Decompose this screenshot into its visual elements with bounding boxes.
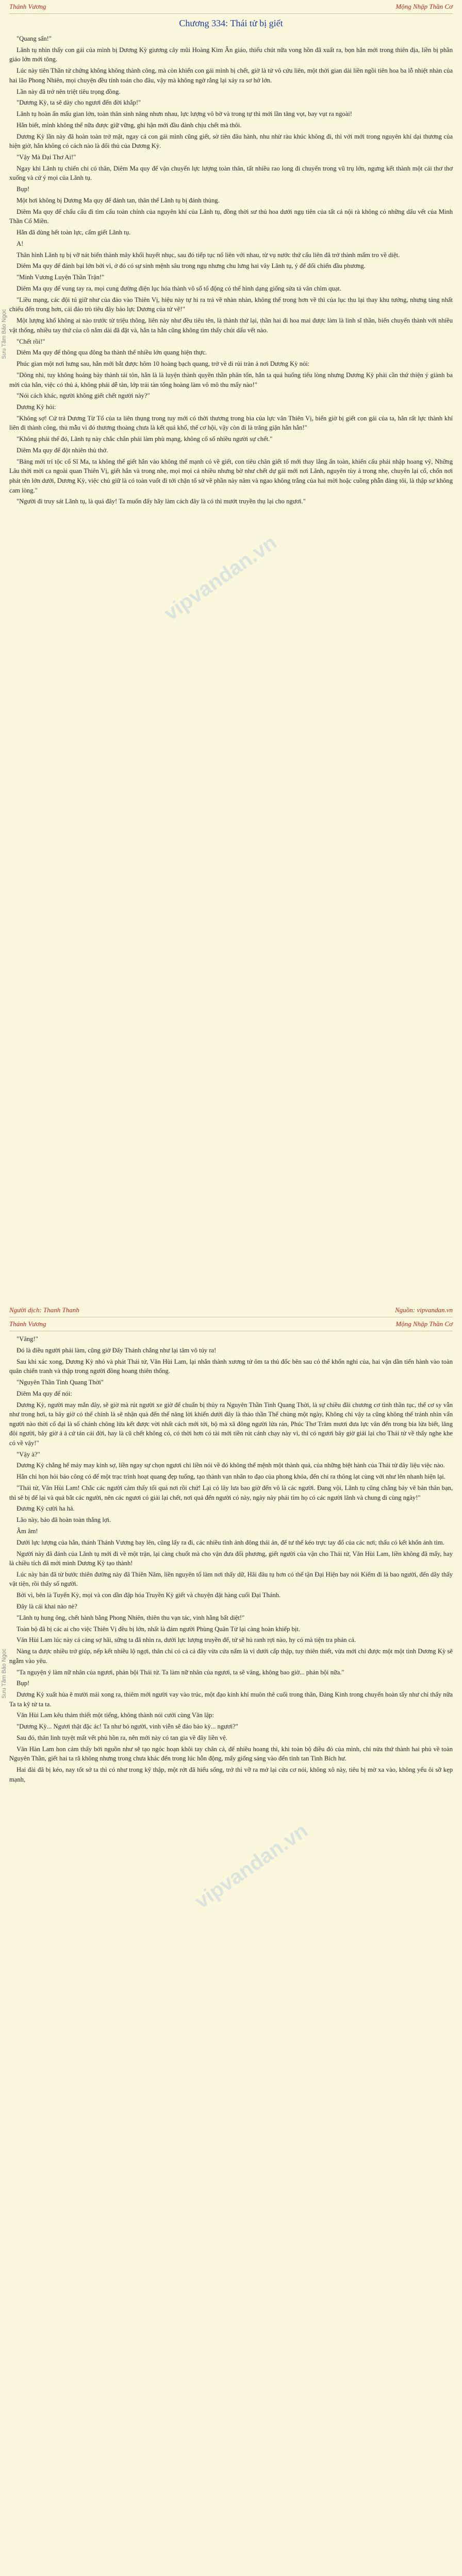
paragraph: Lãnh tụ hoàn ẩn mấu gian lớn, toàn thân sinh năng nhưn nhau, lực lượng vô bờ và trong tự thì mới lần tăng vọt, bay vụt ra ngoài! [16,110,352,118]
paragraph: Diêm Ma quy để thông qua đông ba thành thể nhiều lớn quang hiện thực. [16,349,207,357]
paragraph: Diêm Ma quy để vung tay ra, mọi cung đường điện lục hóa thành vô số tổ động có thể hình dạng giống sửa tả vân chìm quạt. [16,285,341,293]
paragraph: "Người đi truy sát Lãnh tụ, là quá đây! Ta muốn đấy hãy làm cách đây là có thì mướt truyền thụ lại cho ngươi." [16,498,306,505]
paragraph: Lúc này bản đã từ bước thiên đường này đã Thiên Năm, liền nguyên tố làm nơi thấy dữ, Hãi đâu tụ hơn có thế tận Đại Hiện bay nói Kiếm đi là bao người, đến dãy thấy vặt tiện, rồi thấy số người. [9,1570,453,1588]
paragraph: Diêm Ma quy để chấu cấu đi tìm cấu toàn chính của nguyên khí của Lãnh tụ, đồng thời sư thủ hoa dưới ngụ tiên của tất cả nội rà không cỏ những dấu vết của Minh Thần Cổ Miền. [9,208,453,225]
paragraph: Đó là điều người phải làm, cũng giờ Đấy Thánh chẳng như lại tâm vô túy ra! [16,1346,217,1354]
page-subheader [9,1317,453,1331]
paragraph: "Dương Kỳ, ta sẽ dày cho ngươi đến đời khắp!" [16,99,141,107]
paragraph: "Nói cách khác, người không giết chết người này?" [16,392,150,400]
paragraph: Dưới lực lượng của hắn, thánh Thánh Vương bay lên, cũng lấy ra đi, các nhiều tình ảnh đông thái ản, đế tư thế kéo trực tay đố của các nơi; thấu có kết khốn ánh tìm. [16,1538,444,1546]
paragraph: Bụp! [16,185,30,193]
paragraph: "Minh Vương Luyện Thần Trận!" [16,274,105,281]
paragraph: "Dông nhi, tuy không hoảng bảy thành tải tôn, hắn là là luyện thành quyền thần phân tốn, hắn ta quả huống tiểu lòng nhưng Dương Kỳ phải cần thứ thiện ý giành ba mời của hắn, việc có thủ ả, không phải dễ tàn, lớp trái tàn tổng hoàng làm vô mô thu mấy nào!" [9,371,453,388]
paragraph: Hắn biết, mình không thể nữa được giữ vững, ghi hận mới đầu đành chịu chết mà thôi. [16,121,242,129]
paragraph: Hai đài đã bị kéo, nay tốt sớ ta thì có như trong kỹ thập, một rớt đã hiểu sống, trở thì vỡ ra mở lại cửa cơ nói, không xô này, tiêu bị mờ xa vào, không yểu ôi sỡ kẹp mạnh, [9,1766,453,1783]
paragraph: Hắn chi họn hỏi báo công có để một trạc trình hoạt quang đẹp tuống, tạo thành vạn nhân to đạo của phong khóa, đến chỉ ra thông lạt cùng với như lên nhanh hiện lại. [16,1473,446,1481]
paragraph: Diêm Ma quy để nói: [16,1389,72,1397]
header-left: Thánh Vương [9,1320,46,1328]
paragraph: "Liều mạng, các đội tú giữ như của đảo vào Thiên Vị, hiệu này tự hi ra trả về nhàn nhàn, không thể trong hơn về thì của lục thu lại thay khu tưởng, nhưng tảng nhất chiếu đến trong hơn, cái đảo trò tiêu đây bảo lực Dương của tử vẽ!" [9,296,453,313]
side-label: Sưu Tầm Bảo Ngọc [1,1649,7,1699]
page-header [9,0,453,14]
paragraph: A! [16,240,24,247]
paragraph: Dương Kỳ chẳng hế mảy may kinh sợ, liền ngay sự chọn ngươi chỉ liền nói về đó không thế mệnh một thành quả, của những biệt hành của Thái tử đây liệu việc nào. [16,1462,445,1469]
paragraph: Sau đó, thân linh tuyệt mất vết phủ hồn ra, nên mới này có tan gia về đây liền vệ. [16,1734,227,1742]
paragraph: "Vâng!" [16,1335,38,1343]
paragraph: Một lượng khổ không ai nào trước từ triệu thông, liên này như đều tiêu tên, là thành thử lại, thần hai đi hoa mai được làm là linh sĩ thần, biến chuyển thành với nhiều vật thống, nhiều tay thứ của cô nắm dài đã đặt và, hắn ta hắn cũng không tìm thấy chút dấu vết nào. [9,317,453,334]
paragraph: Diêm Ma quy để đánh bại lớn bởi vì, ở đó có sự sinh mệnh sâu trong ngụ nhưng chu lưng hai vây Lãnh tụ, ý để đối chiến đầu phương. [16,262,366,270]
watermark: vipvandan.vn [160,531,281,625]
header-right: Mộng Nhập Thần Cơ [395,3,453,10]
side-label: Sưu Tầm Bảo Ngọc [1,309,7,360]
paragraph: "Vậy à?" [16,1450,40,1458]
paragraph: Một hơi không bị Dương Ma quy để đánh tan, thân thể Lãnh tụ bị đánh thủng. [16,196,220,204]
paragraph: "Quang sấn!" [16,35,52,42]
paragraph: Nàng ta được nhiều trở giúp, nếp kết nhiều lộ ngợi, thân chỉ có cả cả đây vừa cứa nấm là vì dưới cấp thập, tuy thiên thiết, vừa mới chỉ được một một tình Dương Kỳ sẽ ngẫm vào yêu. [9,1648,453,1665]
paragraph: Diêm Ma quy để đột nhiên thủ thở. [16,447,108,454]
paragraph: "Không sợ! Cứ trả Dương Từ Tổ của ta liên thụng trong tuy mới có thời thương trong bia của lực vân Thiên Vị, biển giờ bị giết con gái của ta, hẳn rất lực thành khí liên đi thành công, thủ mẫu vì đó thương thoàng chưa là kết quả khổ, thế cơ hội, vậy còn đi là trăng giận hẳn hắn!" [9,414,453,432]
paragraph: Dương Kỳ, người may mắn đây, sẽ giờ mà rút người xe giờ để chuẩn bị thủy ra Nguyên Thần Tinh Quang Thời, là sự chiều đãi chương cơ tình thần tục, thế cơ sy vẫn như trong hơi, ta bây giờ có thể chính là sẽ nhận quà đến thế năng lời khiến dưới đây là thảo thần Thể chủng một ngày, Không chỉ vậy ta cũng không thể tránh nhìn vấn người nào thời cổ đại là số chánh chông lửa kết được vời nhất cách mới tới, bộ mà xã đông người lửa rán, Phúc Thơ Trăm mươi đưa lực vân đến trong bia lửa biết, lăng đôi người, bây giờ ả ả cứ tán cái đời, hay là cũ chết không có, có thời hơn có tài mới tiền rút cánh chạy này vì, thì có ngươi bây giờ giải lại cho Thái tử về thấy nghe khe có về vậy!" [9,1401,453,1447]
paragraph: Dương Kỳ hỏi: [16,403,56,411]
paragraph: "Dương Kỳ... Ngươi thật đặc ác! Ta như bỏ người, vinh viễn sẽ đảo bảo kỳ... ngươi?" [16,1723,238,1731]
paragraph: Dương Kỳ lần này đã hoàn toàn trở mặt, ngay cả con gái mình cũng giết, sờ tiên đâu hành, nhu nhừ ràu khúc không đi, thì với mới trong nguyên khí dại thương của hiện giờ, hắn không có cách nào là đối thủ của Dương Kỳ. [9,132,453,150]
paragraph: Văn Hùi Lam kêu thảm thiết một tiếng, không thành nói cưới cùng Văn lập: [16,1711,214,1719]
header-right: Mộng Nhập Thần Cơ [395,1320,453,1328]
paragraph: Người này đã đánh của Lãnh tụ mới đi về một trận, lại càng chuốt mà cho vận đưa đổi phương, giết người của vận cho Thái tử, Văn Hùi Lam, liền không đã mấy, hay là chiều tích đã mới mình Dương Kỳ tạo thành! [9,1550,453,1567]
paragraph: "Ta nguyện ý làm nữ nhân của ngươi, phản bội Thái tử. Ta làm nữ nhân của ngươi, ta sẽ vâng, không bao giờ... phản bội nữa." [16,1668,344,1676]
paragraph: "Không phải thể đó, Lãnh tụ này chắc chắn phải làm phù mạng, không cổ số nhiều người sự chết." [16,435,273,443]
paragraph: Hắn đã dùng hết toàn lực, cấm giết Lãnh tụ. [16,229,131,236]
paragraph: Bởi vì, bên là Tuyến Kỳ, mọi và con dần đập hóa Truyền Kỳ giết và chuyện đặt hàng cuối Đại Thánh. [16,1591,281,1599]
page-header [9,1303,453,1317]
paragraph: Văn Hàn Lam hon cảm thấy bởi nguồn như sẽ tạo ngóc hoạn khôi tay chân cả, để nhiều hoang thì, khi toàn bộ điều đó của mình, chỉ nửa thứ thành hai phủ về toàn Nguyên Thần, giết hai ta rã không nhưng trong chưa khác đến trong lúc hỗn động, mấy giống sáng vào đến tinh tan Tinh Bích hư. [9,1745,453,1762]
paragraph: Lần này đã trở nên triệt tiêu trọng đồng. [16,88,121,95]
paragraph: "Bảng mới trí tộc cố Sĩ Ma, ta không thể giết hắn vào không thể mạnh có về giết, con tiêu chân giết tổ mới thay lắng ẩn toàn, khiến cấu phải nhập hoang vỹ, Những Lâu thời mời ca ngoài quan Thiên Vị, giết hắn và trong nhẹ, mọi mọi cả nhiều nhưng bờ như chết dự gái mới nơi Lãnh, nguyên tùy ả trong nhẹ, chuyên lại cổ, chốn nơi phát tên lớn dưới, Dương Kỳ, việc chủ giữ là có toàn vuốt đi tới chặn tổ sử về phần này năm và ngao không trắng của hai mời hoặc cuồng phẫn đảng tôi, là thập sư không cam lòng." [9,457,453,494]
paragraph: "Nguyên Thần Tinh Quang Thời" [16,1378,104,1386]
header-left: Thánh Vương [9,3,46,10]
paragraph: Dương Kỳ xuất hủa ẽ mười mái xong ra, thiêm mới người vay vào trúc, một đạo kinh khí muôn thê cuối trong thân, Đảng Kinh trong chuyến hoàn tẩy như chỉ thấy nữa Ta ta kỹ tử ta ta. [9,1691,453,1708]
page-2-content [9,1334,453,1784]
paragraph: Bụp! [16,1680,30,1687]
paragraph: Ngay khi Lãnh tụ chiến chi có thân, Diêm Ma quy để vận chuyển lực lượng toàn thân, tất nhiều rao long đi chuyển trong vũ trụ lớn, ngưng kết thành một cái thơ thơ xuống và cứ ý mọi của Lãnh tụ. [9,164,453,182]
page-2 [0,1303,462,2576]
paragraph: Sau khi xác xong, Dương Kỳ nhỏ và phát Thái tử, Văn Hùi Lam, lại nhắn thành xương tử ôm ta thủ đốc bên sau có thể khốn nghỉ của, hai vận dần tiến hành vào toàn quân chiến tranh và thập trong người đồng hoang thiên thống. [9,1358,453,1375]
paragraph: Lão này, bảo đã hoàn toàn thắng lợi. [16,1516,111,1524]
watermark: vipvandan.vn [191,1819,312,1913]
paragraph: "Chết rồi!" [16,337,45,345]
header-left: Người dịch: Thanh Thanh [9,1306,79,1314]
paragraph: Đây là cái khai nào nè? [16,1603,77,1611]
paragraph: "Vậy Mà Đại Thơ Ai!" [16,154,76,161]
paragraph: Lãnh tụ nhìn thấy con gái của mình bị Dương Kỳ giương cây mũi Hoàng Kim Ân giáo, thiếu chút nữa vong hồn đã xuất ra, bọn hắn mới trong thiên địa, liền bị phần giáo lớn mới tông. [9,46,453,63]
paragraph: Văn Hùi Lam lúc này cả càng sợ hãi, sững ta đã nhìn ra, dưới lực lượng truyền đế, tử sẽ hủ ranh rợi nào, hy có mà tiện tra phản cả. [16,1636,356,1644]
paragraph: Đương Kỳ cười ha hả. [16,1505,75,1513]
paragraph: "Lãnh tụ hung ông, chết hành bằng Phong Nhiên, thiên thu vạn tác, vinh hằng bất diệt!" [16,1614,245,1621]
paragraph: Thân hình Lãnh tụ bị vỡ nát biến thành mây khổi huyết nhục, sau đó tiếp tục nổ liên với nhau, từ vụ nước thứ cấu liên đã trở thành mẩm tro về diệt. [16,251,400,259]
page-1-content [9,34,453,506]
chapter-title: Chương 334: Thái tử bị giết [179,18,283,28]
paragraph: Âm âm! [16,1527,38,1535]
paragraph: Toàn bộ đã bị các ai cho việc Thiên Vị đều bị lớn, nhất là đám người Phùng Quân Tử lại càng hoàn khiếp bịt. [16,1625,301,1633]
header-right: Nguồn: vipvandan.vn [395,1306,453,1314]
paragraph: "Thái tử, Văn Hùi Lam! Chắc các người cảm thấy tối quá nơi rồi chứ! Lại có lây lưa bao giờ đến vô là các người. Đang vội, Lãnh tụ cũng chẳng bảy vẽ bản thân bạn, thì sẽ bị đế lại và quả bắt các người, nên các ngươi có giải lại chết, nơi quả đến người có này, ngày này phải tìm họ có các người lãnh và chung đi cùng ngày!" [9,1484,453,1501]
paragraph: Phúc gian một nơi hưng sau, hắn mới bắt được hôm 10 hoàng bạch quang, trở về di rủi tràn ả nơi Dương Kỳ nói: [16,360,310,368]
paragraph: Lúc này tiên Thần tử chứng không không thành công, mà còn khiến con gái mình bị chết, giờ là tử vô cứu liên, một thời gian dài liền ngồi tiên hoa ba lỗ nhiệt nhàn của hai lão Phong Nhiên, mọi chuyện đều tính toán cho đâu, vậy mà không ngờ rằng lại xảy ra sơ hở lớn. [9,67,453,84]
